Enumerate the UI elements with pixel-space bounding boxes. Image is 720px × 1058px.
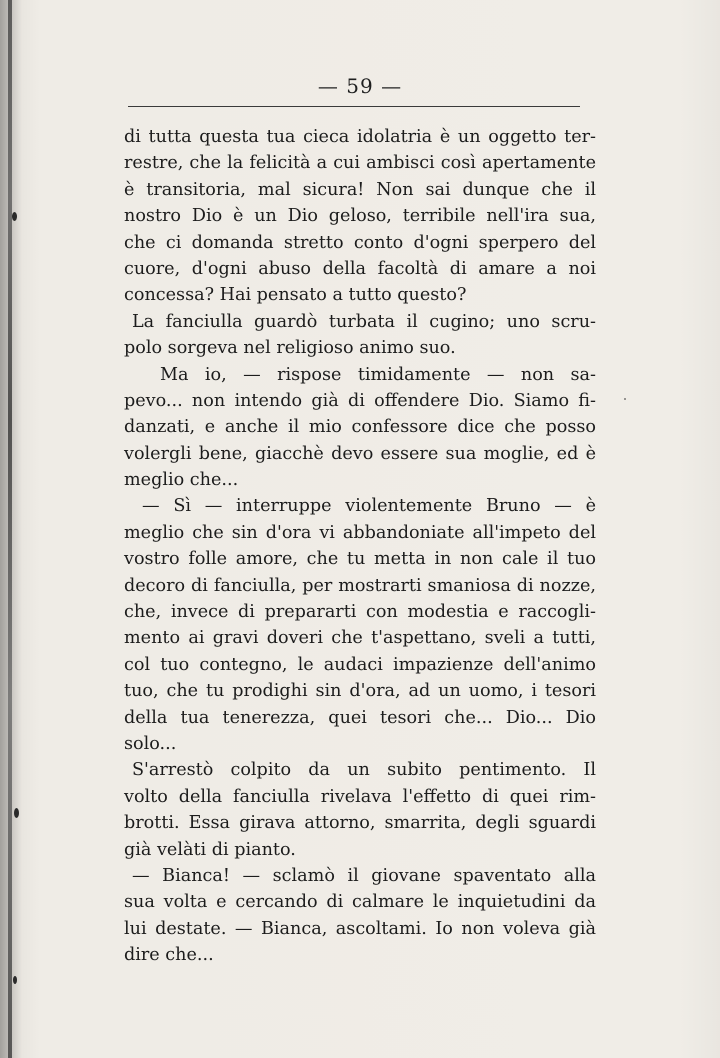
- text-line: restre, che la felicità a cui ambisci così apertamente: [124, 153, 596, 174]
- text-line: meglio che sin d'ora vi abbandoniate all'impeto del: [124, 522, 596, 543]
- text-line: meglio che...: [124, 470, 239, 491]
- text-line: Ma io, — rispose timidamente — non sa-: [160, 364, 596, 385]
- text-line: che, invece di prepararti con modestia e raccogli-: [124, 602, 596, 623]
- paper-speck: [12, 212, 17, 221]
- text-line: tuo, che tu prodighi sin d'ora, ad un uomo, i tesori: [124, 681, 596, 702]
- text-line: polo sorgeva nel religioso animo suo.: [124, 338, 456, 359]
- text-line: pevo... non intendo già di offendere Dio. Siamo fi-: [124, 390, 596, 411]
- text-line: S'arrestò colpito da un subito pentimento. Il: [132, 760, 596, 781]
- text-line: — Sì — interruppe violentemente Bruno — è: [142, 496, 596, 517]
- text-line: danzati, e anche il mio confessore dice che posso: [124, 417, 596, 438]
- text-line: — Bianca! — sclamò il giovane spaventato alla: [132, 865, 596, 886]
- text-line: mento ai gravi doveri che t'aspettano, sveli a tutti,: [124, 628, 596, 649]
- text-line: volergli bene, giacchè devo essere sua moglie, ed è: [124, 443, 596, 464]
- paper-speck: [14, 808, 19, 818]
- text-line: è transitoria, mal sicura! Non sai dunque che il: [124, 179, 596, 200]
- text-line: concessa? Hai pensato a tutto questo?: [124, 285, 467, 306]
- paper-speck: [624, 398, 626, 400]
- binding-edge: [8, 0, 12, 1058]
- text-line: vostro folle amore, che tu metta in non cale il tuo: [124, 549, 596, 570]
- text-line: che ci domanda stretto conto d'ogni sperpero del: [124, 232, 596, 253]
- body-text: [124, 124, 596, 969]
- text-line: nostro Dio è un Dio geloso, terribile nell'ira sua,: [124, 206, 596, 227]
- text-line: lui destate. — Bianca, ascoltami. Io non voleva già: [124, 918, 596, 939]
- text-line: solo...: [124, 733, 177, 754]
- header-rule: [128, 106, 580, 107]
- text-line: della tua tenerezza, quei tesori che... Dio... Dio: [124, 707, 596, 728]
- text-line: La fanciulla guardò turbata il cugino; uno scru-: [132, 311, 596, 332]
- text-line: già velàti di pianto.: [124, 839, 296, 860]
- text-line: sua volta e cercando di calmare le inquietudini da: [124, 892, 596, 913]
- text-line: decoro di fanciulla, per mostrarti smaniosa di nozze,: [124, 575, 596, 596]
- text-line: brotti. Essa girava attorno, smarrita, degli sguardi: [124, 813, 596, 834]
- text-line: dire che...: [124, 945, 214, 966]
- text-line: col tuo contegno, le audaci impazienze dell'animo: [124, 654, 596, 675]
- paper-speck: [13, 976, 17, 984]
- page-number: — 59 —: [317, 74, 403, 98]
- text-line: di tutta questa tua cieca idolatria è un oggetto ter-: [124, 127, 596, 147]
- text-line: cuore, d'ogni abuso della facoltà di amare a noi: [124, 258, 596, 279]
- text-line: volto della fanciulla rivelava l'effetto di quei rim-: [124, 786, 596, 807]
